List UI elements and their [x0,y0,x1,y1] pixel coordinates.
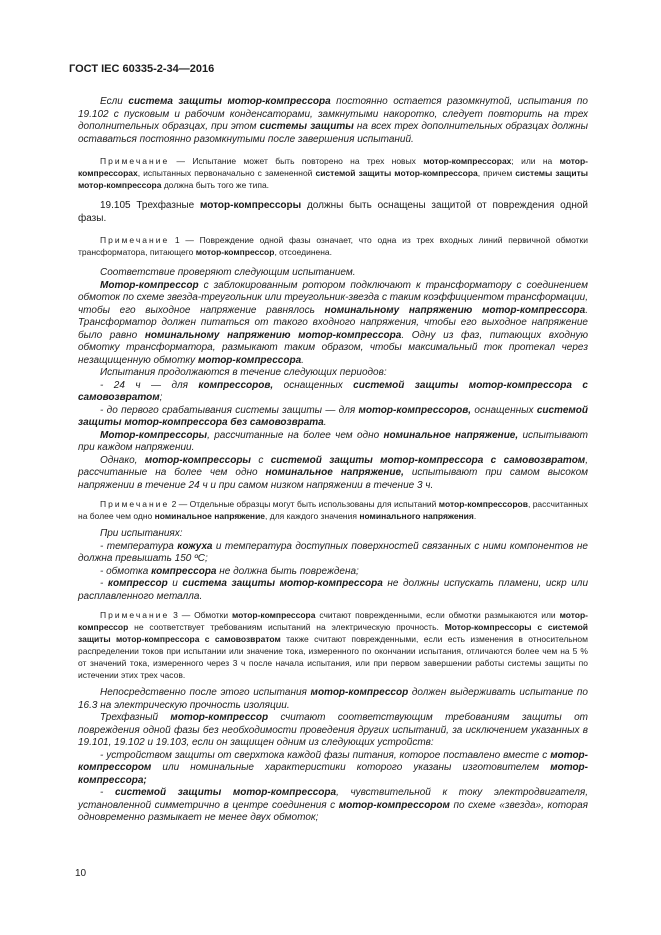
text-run: не соответствует требованиям испытаний на электрическую прочность. [128,622,445,632]
text-run: Трехфазный [100,712,171,723]
note [78,234,588,258]
paragraph [78,787,588,825]
text-run: с заблокированным ротором подключают к трансформатору с соединением обмоток по схеме звезда-треугольник или треугольник-звезда с таким коэффициентом трансформации, чтобы его выходное напряжение равнялось [78,279,588,316]
bold-term: мотор-компрессора; [78,762,588,786]
paragraph [78,96,588,146]
text-run: , испытанных первоначально с замененной [137,168,316,178]
text-run: - устройством защиты от сверхтока каждой фазы питания, которое поставлено вместе с [100,749,551,761]
paragraph [78,430,588,455]
paragraph [78,280,588,368]
bold-term: мотор-компрессор [310,687,409,698]
page-number: 10 [75,868,87,879]
text-run: не должна быть повреждена; [216,565,359,577]
text-run: - [100,787,115,798]
text-run: или номинальные характеристики которого указаны изготовителем [151,762,551,773]
text-run: и [167,578,183,589]
text-run: испытывают при каждом напряжении. [78,429,588,453]
text-run: Испытания продолжаются в течение следующих периодов: [100,367,387,378]
text-run: должны быть оснащены защитой от повреждения одной фазы. [78,200,588,224]
note [78,609,588,681]
bold-term: номинальное напряжение, [383,429,519,441]
paragraph [78,267,588,280]
bold-term: мотор-компрессоры [200,200,302,211]
note-label: Примечание [100,499,170,509]
text-run: - [100,578,108,589]
text-run: не должны испускать пламени, искр или расплавленного металла. [78,578,589,602]
text-run: . Одну из фаз, питающих входную обмотку трансформатора, размыкают таким образом, чтобы максимальный ток протекал через незащищенную обмотку [78,329,588,366]
paragraph [78,712,588,750]
text-run: должна быть того же типа. [161,180,270,190]
note-label: Примечание [100,235,170,245]
paragraph [78,200,588,225]
paragraph [78,578,588,603]
note-label: Примечание [100,156,170,166]
bold-term: система защиты мотор-компрессора [128,96,331,107]
text-run: - температура [100,540,178,552]
bold-term: номинальному напряжению мотор-компрессора [144,329,402,341]
bold-term: мотор-компрессором [338,799,450,811]
bold-term: компрессора [151,565,217,577]
paragraph [78,528,588,541]
text-run: оснащенных [273,379,354,391]
bold-term: мотор-компрессора [232,610,316,620]
text-run: При испытаниях: [100,528,183,539]
bold-term: мотор-компрессоров [438,499,528,509]
text-run: на всех трех дополнительных образцах должны оставаться постоянно разомкнутыми после завершения испытаний. [78,121,588,145]
bold-term: компрессоров, [198,379,274,391]
text-run: . [301,354,304,366]
text-run: Если [100,96,129,107]
document-body [78,96,588,825]
text-run: , отсоединена. [274,247,333,257]
text-run: - 24 ч — для [100,379,199,391]
bold-term: системы защиты [259,121,354,132]
text-run: 19.105 Трехфазные [100,200,201,211]
text-run: . Трансформатор должен питаться от такого входного напряжения, чтобы его выходное напряжение было равно [78,304,588,341]
bold-term: номинальному напряжению мотор-компрессора [324,304,586,316]
paragraph [78,750,588,788]
bold-term: номинальное напряжение, [265,467,404,478]
text-run: с [250,454,271,466]
bold-term: компрессор [107,578,168,589]
text-run: - до первого срабатывания системы защиты — для [100,404,359,416]
text-run: и температура доступных поверхностей связанных с ними компонентов не должна превышать 150 ºС; [78,540,588,564]
bold-term: системой защиты мотор-компрессора [114,787,337,798]
text-run: 3 — Обмотки [169,610,232,620]
note-label: Примечание [100,610,170,620]
paragraph [78,367,588,380]
text-run: Однако, [100,454,145,466]
note [78,155,588,191]
text-run: 1 — Повреждение одной фазы означает, что одна из трех входных линий первичной обмотки трансформатора, питающего [78,235,588,257]
text-run: постоянно остается разомкнутой, испытания по 19.102 с пусковым и рабочим конденсаторами, замкнутыми накоротко, следует повторить на трех дополнительных образцах, при этом [78,96,588,132]
bold-term: кожуха [177,540,213,552]
bold-term: номинальное напряжение [154,511,266,521]
bold-term: системой защиты мотор-компрессора с самовозвратом [270,454,586,466]
bold-term: мотор-компрессор [78,610,588,632]
bold-term: системы защиты мотор-компрессора [78,168,588,190]
bold-term: системой защиты мотор-компрессора с самовозвратом [78,379,588,403]
bold-term: мотор-компрессор [170,712,269,723]
paragraph [78,566,588,579]
bold-term: Мотор-компрессор [100,279,199,291]
paragraph [78,541,588,566]
text-run: испытывают при самом высоком напряжении в течение 24 ч и при самом низком напряжении в течение 3 ч. [78,467,588,491]
text-run: , рассчитанных на более чем одно [78,499,588,521]
bold-term: номинального напряжения [359,511,474,521]
text-run: , рассчитанные на более чем одно [78,454,588,478]
text-run: , чувствительной к току электродвигателя, установленной симметрично в центре соединения с [78,787,589,811]
text-run: по схеме «звезда», которая одновременно размыкает не менее двух обмоток; [78,799,588,823]
text-run: . [323,417,327,428]
document-header: ГОСТ IEC 60335-2-34—2016 [69,63,215,75]
text-run: ; или на [511,156,560,166]
bold-term: мотор-компрессор [195,247,275,257]
paragraph [78,380,588,405]
text-run: , рассчитанные на более чем одно [207,429,384,441]
bold-term: мотор-компрессорах [78,156,588,178]
paragraph [78,405,588,430]
text-run: Соответствие проверяют следующим испытанием. [100,267,356,278]
text-run: - обмотка [100,565,152,577]
bold-term: система защиты мотор-компрессора [182,578,383,589]
bold-term: системой защиты мотор-компрессора [315,168,478,178]
bold-term: мотор-компрессоров, [358,404,472,416]
text-run: также считают поврежденными, если есть изменения в относительном распределении токов при испытании или значение тока, измеренного по окончании испытания, отличаются более чем на 5 % от значений тока, измеренного через 3 ч после начала испытания, или при первом завершении работы системы защиты по истечении этих трех часов. [78,634,588,680]
text-run: 2 — Отдельные образцы могут быть использованы для испытаний [169,499,439,509]
paragraph [78,687,588,712]
bold-term: системой защиты мотор-компрессора без самовозврата [78,404,588,428]
text-run: , для каждого значения [265,511,360,521]
bold-term: Мотор-компрессоры [100,429,208,441]
text-run: , причем [477,168,516,178]
text-run: . [473,511,477,521]
text-run: Непосредственно после этого испытания [100,687,311,698]
bold-term: Мотор-компрессоры с системой защиты мотор-компрессора с самовозвратом [78,622,588,644]
paragraph [78,455,588,493]
text-run: считают поврежденными, если обмотки размыкаются или [315,610,560,620]
text-run: — Испытание может быть повторено на трех новых [169,156,424,166]
note [78,498,588,522]
text-run: считают соответствующим требованиям защиты от повреждения одной фазы без необходимости проведения других испытаний, за исключением указанных в 19.101, 19.102 и 19.103, если он защищен одним из следующих устройств: [78,712,588,748]
bold-term: мотор-компрессорах [423,156,512,166]
text-run: оснащенных [471,404,537,416]
text-run: должен выдерживать испытание по 16.3 на электрическую прочность изоляции. [78,687,588,711]
bold-term: мотор-компрессоры [144,454,251,466]
bold-term: мотор-компрессором [78,749,588,773]
text-run: ; [159,392,163,403]
bold-term: мотор-компрессора [197,354,302,366]
